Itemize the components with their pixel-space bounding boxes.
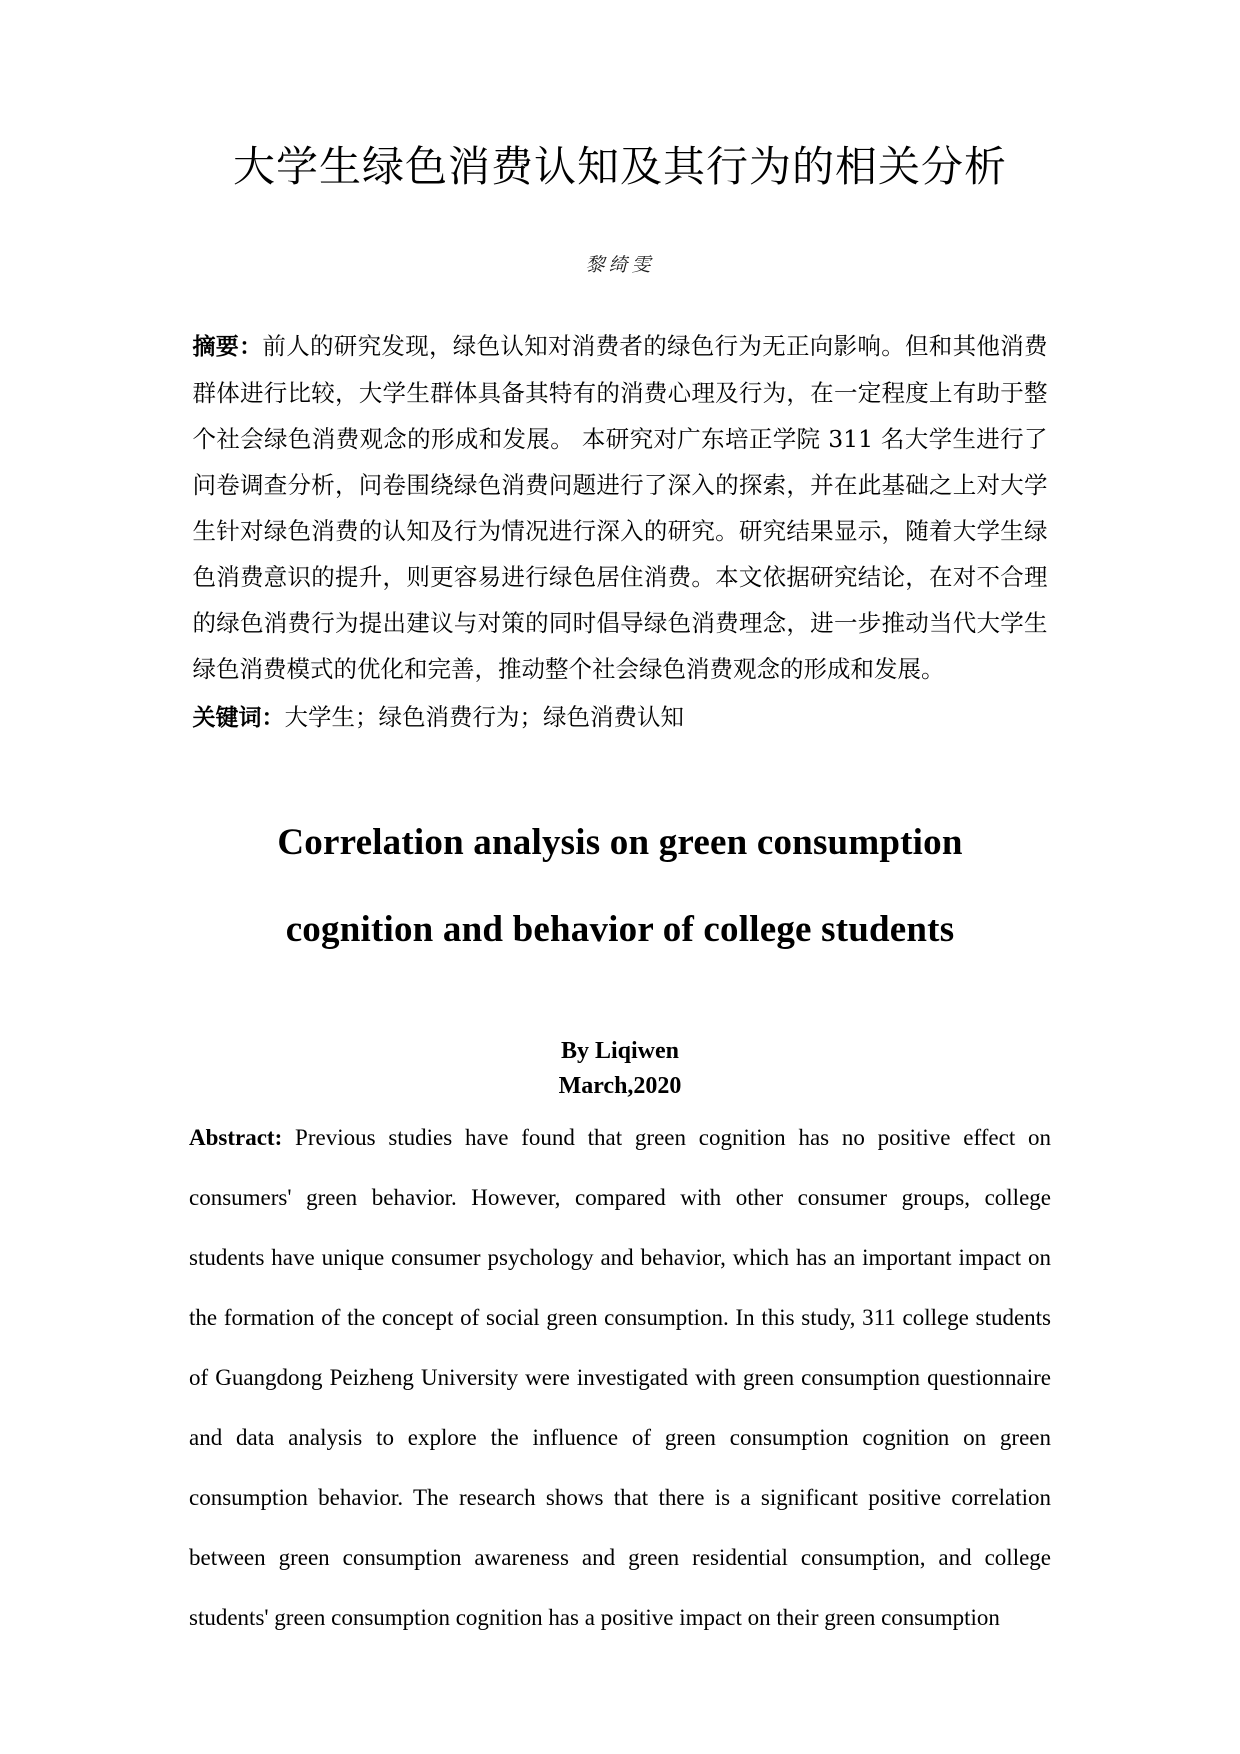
byline-date: March,2020 xyxy=(558,1073,682,1100)
english-abstract-section xyxy=(189,1102,1051,1648)
byline xyxy=(0,973,1240,1102)
english-title-line-1: Correlation analysis on green consumption xyxy=(277,822,963,864)
chinese-author: 黎绮雯 xyxy=(585,254,655,277)
chinese-abstract-paragraph xyxy=(193,323,1048,692)
english-title-line-2: cognition and behavior of college students xyxy=(285,909,955,951)
chinese-abstract-text: 前人的研究发现，绿色认知对消费者的绿色行为无正向影响。但和其他消费群体进行比较，大学生群体具备其特有的消费心理及行为，在一定程度上有助于整个社会绿色消费观念的形成和发展。 本研究对广东培正学院 311 名大学生进行了问卷调查分析，问卷围绕绿色消费问题进行了深入的探索，并在此基础之上对大学生针对绿色消费的认知及行为情况进行深入的研究。研究结果显示，随着大学生绿色消费意识的提升，则更容易进行绿色居住消费。本文依据研究结论，在对不合理的绿色消费行为提出建议与对策的同时倡导绿色消费理念，进一步推动当代大学生绿色消费模式的优化和完善，推动整个社会绿色消费观念的形成和发展。 xyxy=(192,332,1048,684)
chinese-keywords-paragraph xyxy=(193,692,1048,741)
chinese-abstract-label: 摘要： xyxy=(192,334,263,361)
chinese-keywords-label: 关键词： xyxy=(192,705,285,732)
english-title xyxy=(205,741,1035,973)
chinese-abstract-section xyxy=(193,277,1048,741)
chinese-keywords-text: 大学生；绿色消费行为；绿色消费认知 xyxy=(284,703,684,732)
chinese-title: 大学生绿色消费认知及其行为的相关分析 xyxy=(232,142,1007,191)
english-abstract-paragraph xyxy=(189,1108,1051,1648)
english-abstract-text: Previous studies have found that green cognition has no positive effect on consumers' green behavior. However, compared with other consumer groups, college students have unique consumer psychology and behavior, which has an important impact on the formation of the concept of social green consumption. In this study, 311 college students of Guangdong Peizheng University were investigated with green consumption questionnaire and data analysis to explore the influence of green consumption cognition on green consumption behavior. The research shows that there is a significant positive correlation between green consumption awareness and green residential consumption, and college students' green consumption cognition has a positive impact on their green consumption xyxy=(189,1125,1051,1631)
english-abstract-label: Abstract: xyxy=(189,1125,283,1151)
byline-author: By Liqiwen xyxy=(560,1038,680,1065)
